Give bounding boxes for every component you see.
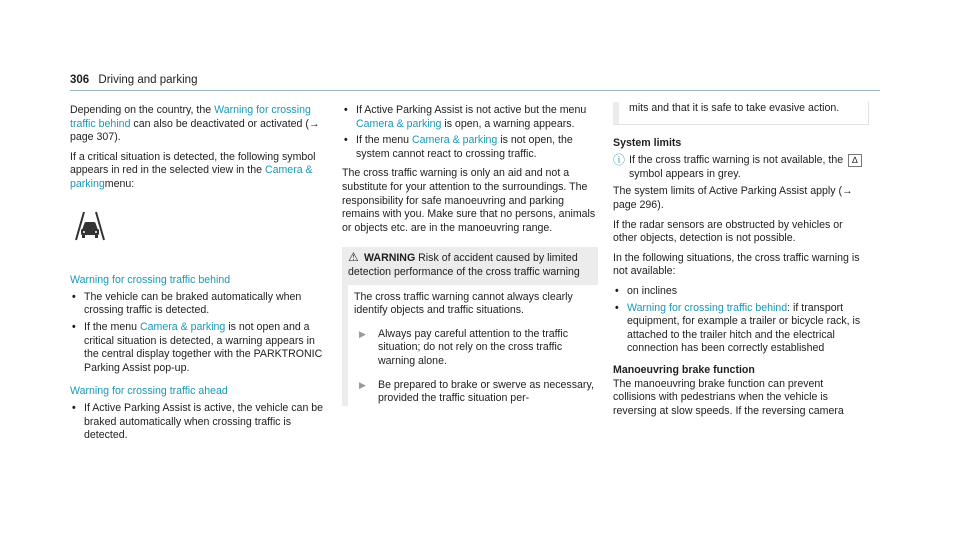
warning-header — [342, 247, 598, 284]
crossing-warning-symbol: ∆ — [848, 154, 862, 167]
text: ). — [657, 198, 664, 211]
list-item: • If Active Parking Assist is active, the vehicle can be braked automatically when crossing traffic is detected. — [70, 402, 326, 443]
warning-text: mits and that it is safe to take evasive action. — [629, 102, 840, 114]
paragraph: If the radar sensors are obstructed by vehicles or other objects, detection is not possible. — [613, 218, 843, 245]
column-2 — [342, 104, 598, 412]
heading-system-limits: System limits — [613, 136, 682, 149]
link-camera-parking[interactable]: Camera & parking — [139, 320, 226, 333]
section-title: Driving and parking — [98, 74, 198, 86]
warning-label: WARNING — [364, 252, 416, 265]
list-item — [342, 104, 598, 131]
header-divider — [70, 90, 880, 91]
text: can also be deactivated or activated ( — [130, 117, 309, 130]
car-crossing-warning-icon — [70, 206, 110, 246]
text: The system limits of Active Parking Assist apply ( — [613, 185, 843, 198]
page-header — [70, 74, 197, 88]
link-camera-parking[interactable]: Camera & parking — [356, 117, 442, 130]
subheading: Warning for crossing traffic behind — [70, 274, 231, 287]
page-reference[interactable]: → page 296 — [613, 185, 853, 211]
text: : if transport equipment, for example a trailer or bicycle rack, is attached to the trailer hitch and the electrical connection has been correctly established — [627, 301, 861, 355]
text: menu: — [104, 177, 135, 190]
column-3 — [613, 104, 869, 424]
warning-box — [342, 247, 598, 405]
text: symbol appears in grey. — [629, 167, 741, 180]
column-1 — [70, 104, 326, 446]
text: If Active Parking Assist is not active but the menu — [356, 104, 587, 116]
text: is not open, the system cannot react to crossing traffic. — [356, 134, 573, 160]
heading-manoeuvring-brake: Manoeuvring brake function — [613, 363, 755, 376]
paragraph — [70, 104, 326, 145]
link-camera-parking[interactable]: Camera & parking — [411, 134, 498, 147]
page-reference[interactable]: → page 307 — [70, 117, 320, 144]
paragraph — [70, 151, 326, 192]
text: Depending on the country, the — [70, 104, 215, 116]
paragraph: The manoeuvring brake function can prevent collisions with pedestrians when the vehicle is reversing at slow speeds. If the reversing camera — [613, 377, 844, 417]
list-item — [70, 321, 326, 375]
text: If a critical situation is detected, the following symbol appears in red in the selected view in the — [70, 150, 316, 177]
text: If the cross traffic warning is not available, the — [629, 154, 847, 167]
warning-instruction: ▶ Be prepared to brake or swerve as necessary, provided the traffic situation per- — [354, 379, 598, 406]
text: If the menu — [84, 320, 140, 333]
link-camera-parking[interactable]: Camera & parking — [70, 164, 313, 190]
paragraph: In the following situations, the cross traffic warning is not available: — [613, 251, 860, 278]
subheading: Warning for crossing traffic ahead — [70, 385, 228, 398]
page-number: 306 — [70, 74, 90, 86]
info-note — [613, 154, 869, 181]
text: is open, a warning appears. — [441, 117, 575, 130]
warning-title: Risk of accident caused by limited detection performance of the cross traffic warning — [348, 252, 580, 278]
link-warning-crossing-behind[interactable]: Warning for crossing traffic behind — [627, 301, 788, 314]
text: ). — [114, 131, 121, 144]
paragraph — [613, 185, 869, 212]
warning-body — [342, 285, 598, 406]
text: is not open and a critical situation is detected, a warning appears in the central display together with the PARKTRONIC Parking Assist pop-up. — [84, 320, 323, 374]
link-warning-crossing-behind[interactable]: Warning for crossing traffic behind — [70, 104, 311, 130]
warning-text: The cross traffic warning cannot always clearly identify objects and traffic situations. — [354, 290, 573, 317]
warning-instruction: ▶ Always pay careful attention to the traffic situation; do not rely on the cross traffic warning alone. — [354, 328, 598, 369]
warning-triangle-icon: ⚠ — [348, 250, 359, 265]
text: If the menu — [356, 134, 412, 147]
list-item: • on inclines — [613, 285, 869, 299]
info-icon: ⓘ — [613, 153, 626, 168]
list-item — [613, 302, 869, 356]
list-item: • The vehicle can be braked automatically when crossing traffic is detected. — [70, 291, 326, 318]
warning-continuation — [613, 102, 869, 125]
list-item — [342, 134, 598, 161]
paragraph: The cross traffic warning is only an aid and not a substitute for your attention to the surroundings. The responsibility for safe manoeuvring and parking remains with you. Make sure that no persons, animals or objects etc. are in the manoeuvring range. — [342, 167, 596, 234]
